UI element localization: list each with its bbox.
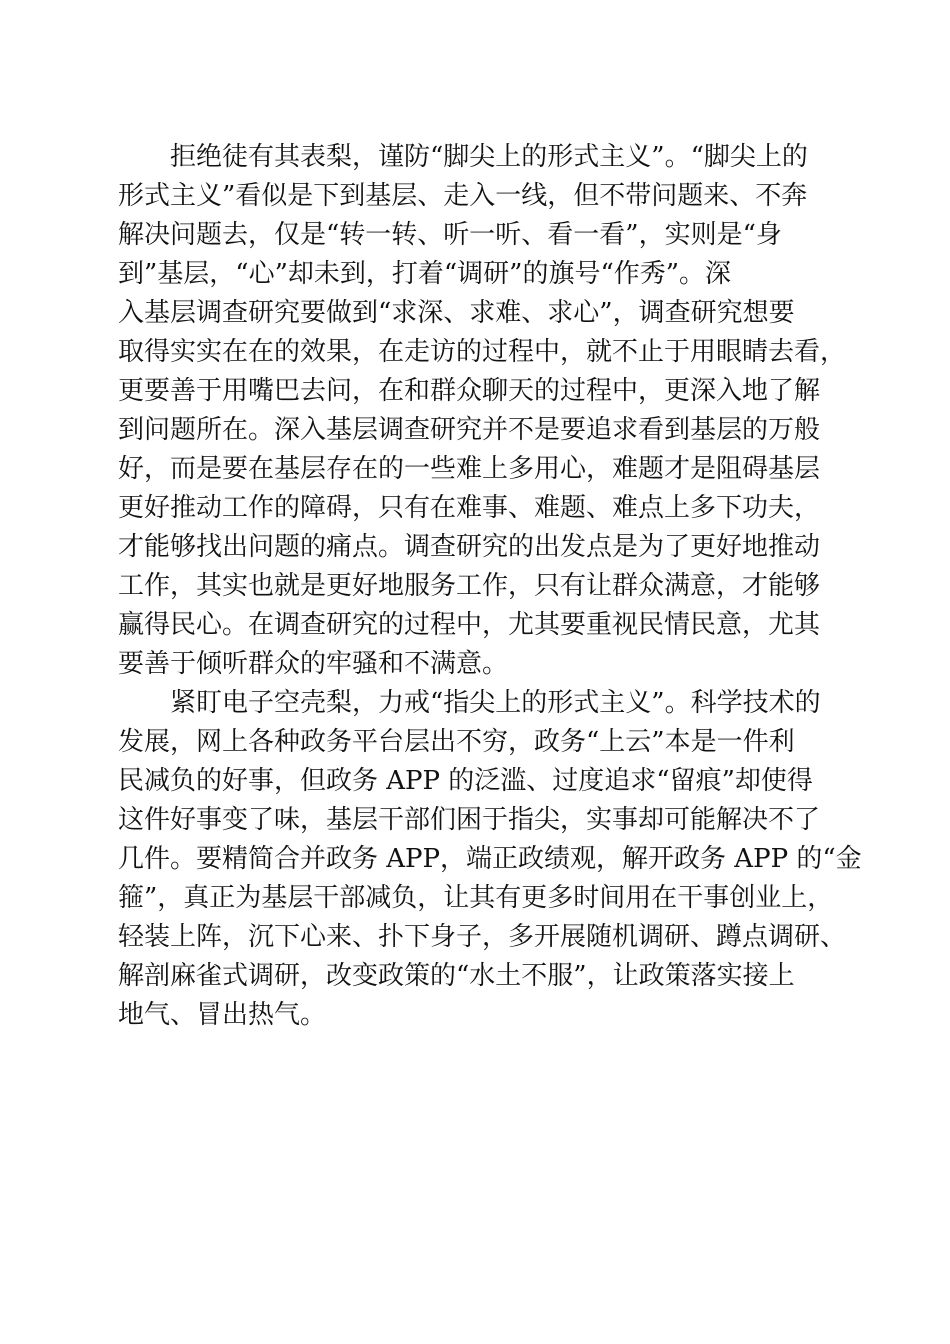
paragraph-line: 取得实实在在的效果，在走访的过程中，就不止于用眼睛去看， xyxy=(118,337,847,367)
paragraph-line: 民减负的好事，但政务 APP 的泛滥、过度追求“留痕”却使得 xyxy=(118,766,813,796)
paragraph-line: 形式主义”看似是下到基层、走入一线，但不带问题来、不奔 xyxy=(118,181,808,211)
paragraph-line: 解决问题去，仅是“转一转、听一听、看一看”，实则是“身 xyxy=(118,220,782,250)
paragraph-line: 地气、冒出热气。 xyxy=(118,1000,327,1030)
paragraph-line: 箍”，真正为基层干部减负，让其有更多时间用在干事创业上， xyxy=(118,883,834,913)
paragraph-2 xyxy=(118,684,862,1035)
paragraph-line: 到”基层，“心”却未到，打着“调研”的旗号“作秀”。深 xyxy=(118,259,732,289)
paragraph-line: 拒绝徒有其表梨，谨防“脚尖上的形式主义”。“脚尖上的 xyxy=(118,142,808,172)
paragraph-line: 到问题所在。深入基层调查研究并不是要追求看到基层的万般 xyxy=(118,415,821,445)
paragraph-line: 几件。要精简合并政务 APP，端正政绩观，解开政务 APP 的“金 xyxy=(118,844,862,874)
paragraph-line: 解剖麻雀式调研，改变政策的“水土不服”，让政策落实接上 xyxy=(118,961,795,991)
paragraph-line: 这件好事变了味，基层干部们困于指尖，实事却可能解决不了 xyxy=(118,805,821,835)
paragraph-line: 要善于倾听群众的牢骚和不满意。 xyxy=(118,649,509,679)
paragraph-line: 轻装上阵，沉下心来、扑下身子，多开展随机调研、蹲点调研、 xyxy=(118,922,847,952)
paragraph-line: 更好推动工作的障碍，只有在难事、难题、难点上多下功夫， xyxy=(118,493,821,523)
paragraph-line: 发展，网上各种政务平台层出不穷，政务“上云”本是一件利 xyxy=(118,727,795,757)
paragraph-line: 好，而是要在基层存在的一些难上多用心，难题才是阻碍基层 xyxy=(118,454,821,484)
paragraph-1 xyxy=(118,138,847,684)
paragraph-line: 赢得民心。在调查研究的过程中，尤其要重视民情民意，尤其 xyxy=(118,610,821,640)
paragraph-line: 入基层调查研究要做到“求深、求难、求心”，调查研究想要 xyxy=(118,298,795,328)
paragraph-line: 才能够找出问题的痛点。调查研究的出发点是为了更好地推动 xyxy=(118,532,821,562)
paragraph-line: 更要善于用嘴巴去问，在和群众聊天的过程中，更深入地了解 xyxy=(118,376,821,406)
document-body xyxy=(118,138,862,1035)
paragraph-line: 工作，其实也就是更好地服务工作，只有让群众满意，才能够 xyxy=(118,571,821,601)
paragraph-line: 紧盯电子空壳梨，力戒“指尖上的形式主义”。科学技术的 xyxy=(118,688,821,718)
